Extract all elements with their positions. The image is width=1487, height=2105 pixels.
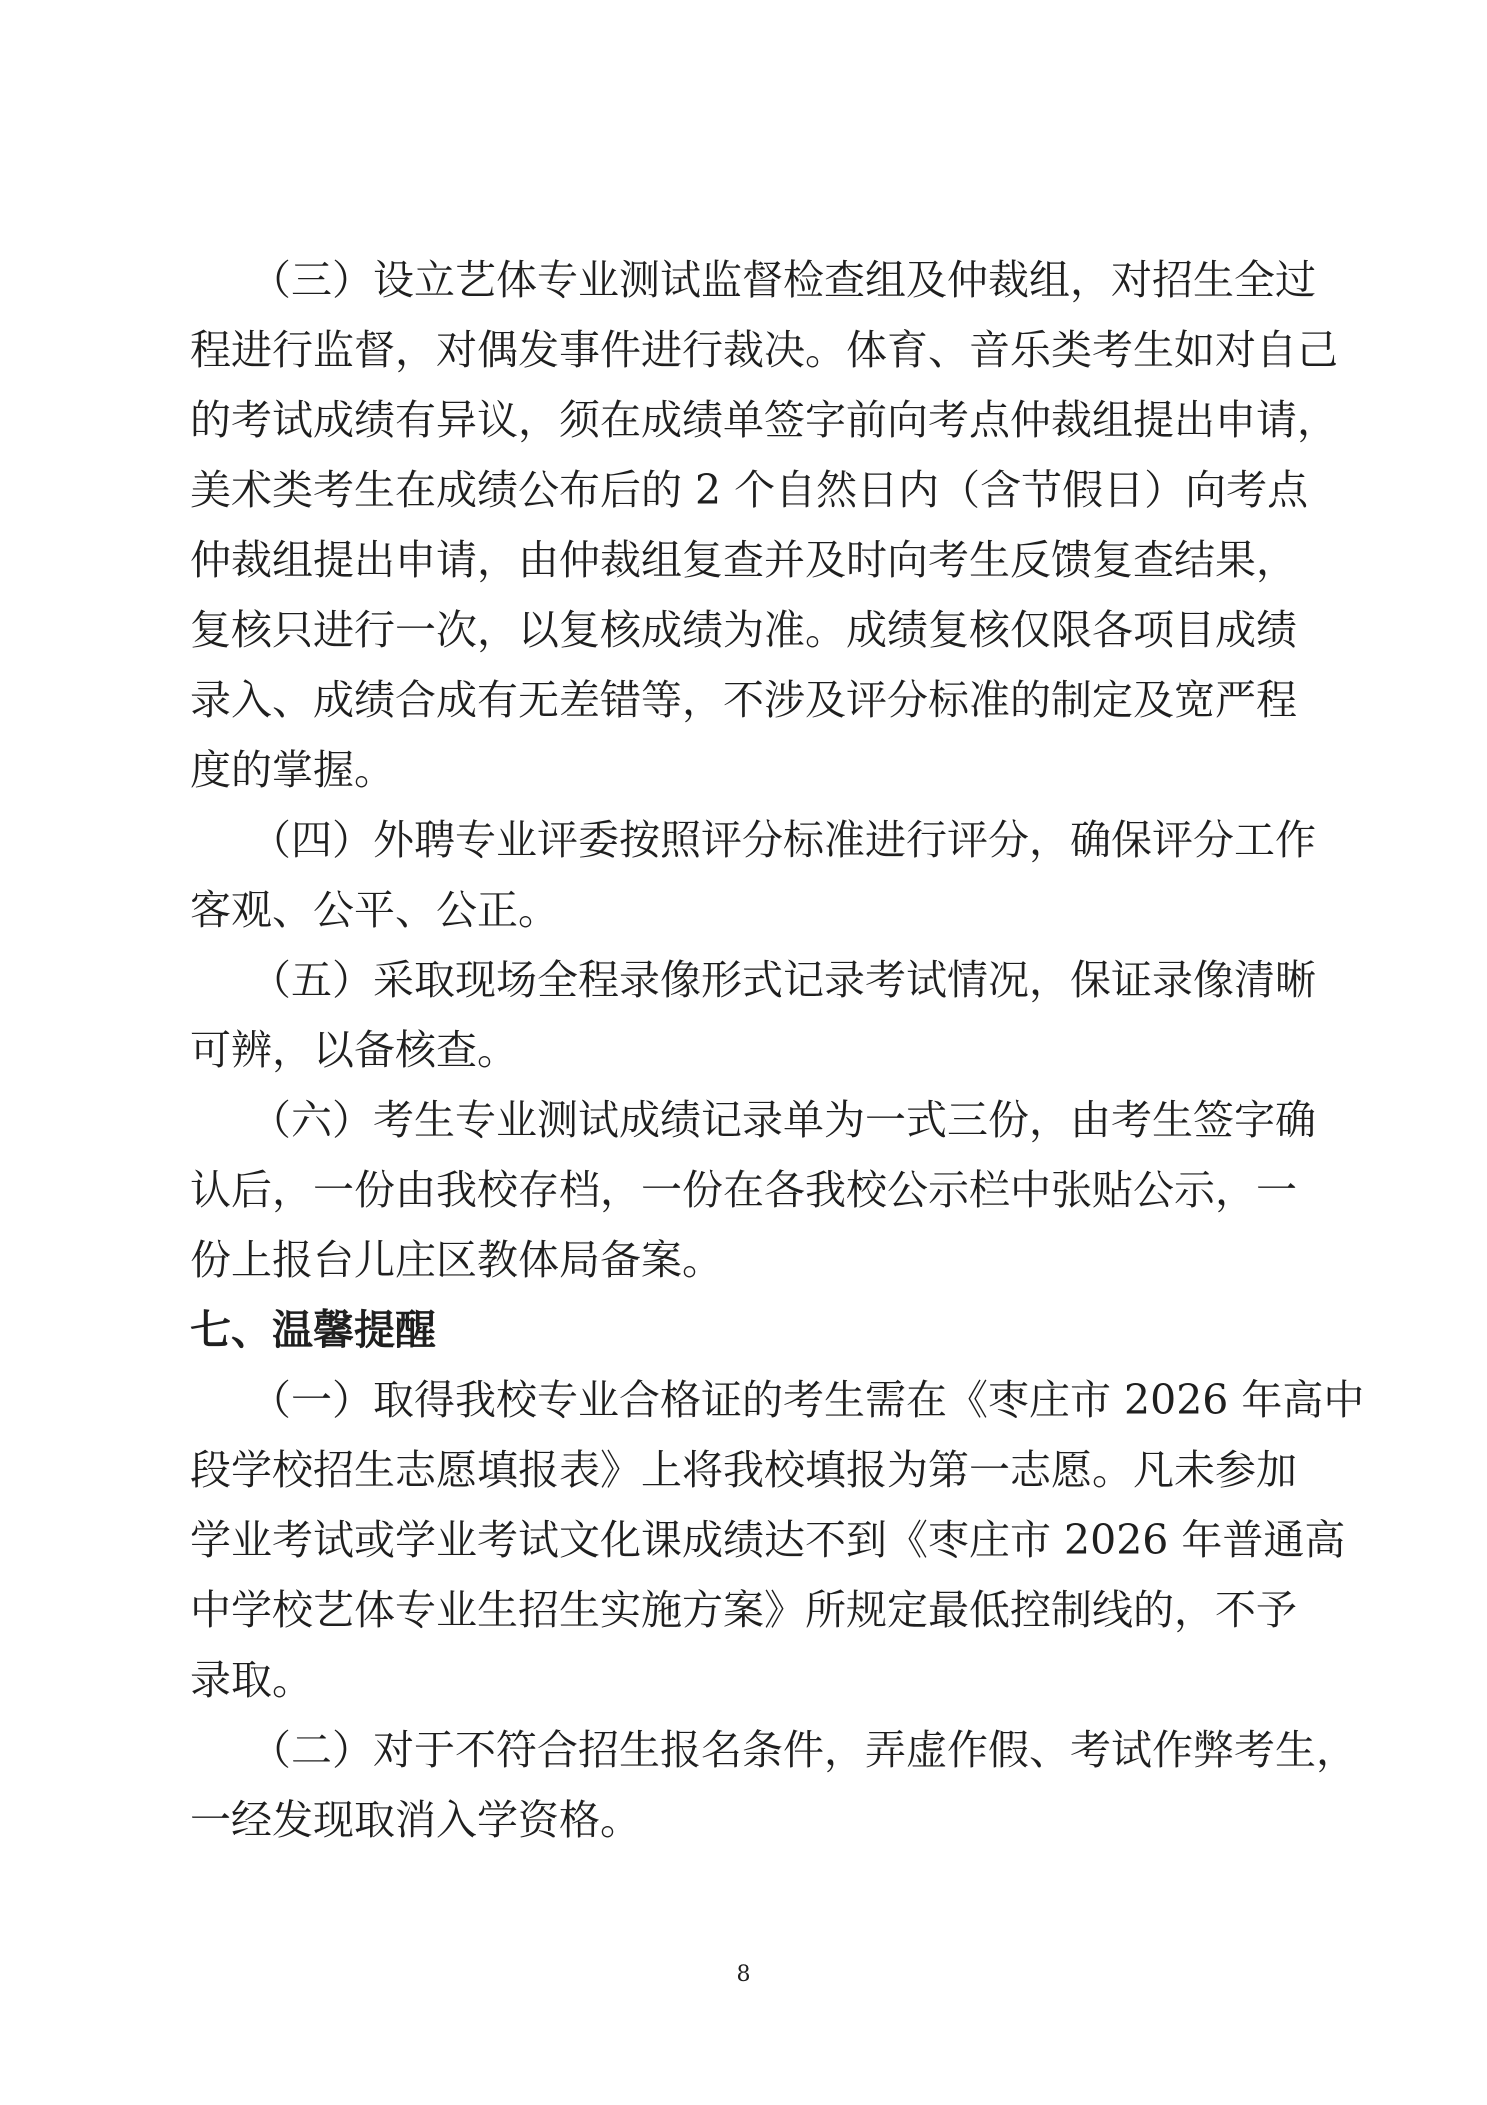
reminder-1-line-2: 段学校招生志愿填报表》上将我校填报为第一志愿。凡未参加 [190,1446,1297,1494]
reminder-1-line-1: （一）取得我校专业合格证的考生需在《枣庄市 2026 年高中 [250,1376,1365,1424]
paragraph-3-line-7: 录入、成绩合成有无差错等，不涉及评分标准的制定及宽严程 [190,676,1297,724]
paragraph-4-line-2: 客观、公平、公正。 [190,886,559,934]
paragraph-5-line-2: 可辨，以备核查。 [190,1026,518,1074]
section-heading-seven: 七、温馨提醒 [190,1306,436,1354]
paragraph-4-line-1: （四）外聘专业评委按照评分标准进行评分，确保评分工作 [250,816,1316,864]
reminder-2-line-1: （二）对于不符合招生报名条件，弄虚作假、考试作弊考生， [250,1726,1357,1774]
paragraph-3-line-3: 的考试成绩有异议，须在成绩单签字前向考点仲裁组提出申请， [190,396,1338,444]
reminder-1-line-4: 中学校艺体专业生招生实施方案》所规定最低控制线的，不予 [190,1586,1297,1634]
paragraph-3-line-6: 复核只进行一次，以复核成绩为准。成绩复核仅限各项目成绩 [190,606,1297,654]
page-number: 8 [736,1962,751,1987]
paragraph-5-line-1: （五）采取现场全程录像形式记录考试情况，保证录像清晰 [250,956,1316,1004]
reminder-1-line-3: 学业考试或学业考试文化课成绩达不到《枣庄市 2026 年普通高 [190,1516,1346,1564]
paragraph-3-line-1: （三）设立艺体专业测试监督检查组及仲裁组，对招生全过 [250,256,1316,304]
paragraph-3-line-2: 程进行监督，对偶发事件进行裁决。体育、音乐类考生如对自己 [190,326,1338,374]
paragraph-3-line-5: 仲裁组提出申请，由仲裁组复查并及时向考生反馈复查结果， [190,536,1297,584]
paragraph-6-line-3: 份上报台儿庄区教体局备案。 [190,1236,723,1284]
reminder-1-line-5: 录取。 [190,1656,313,1704]
paragraph-3-line-4: 美术类考生在成绩公布后的 2 个自然日内（含节假日）向考点 [190,466,1309,514]
paragraph-6-line-2: 认后，一份由我校存档，一份在各我校公示栏中张贴公示，一 [190,1166,1297,1214]
paragraph-6-line-1: （六）考生专业测试成绩记录单为一式三份，由考生签字确 [250,1096,1316,1144]
paragraph-3-line-8: 度的掌握。 [190,746,395,794]
reminder-2-line-2: 一经发现取消入学资格。 [190,1796,641,1844]
